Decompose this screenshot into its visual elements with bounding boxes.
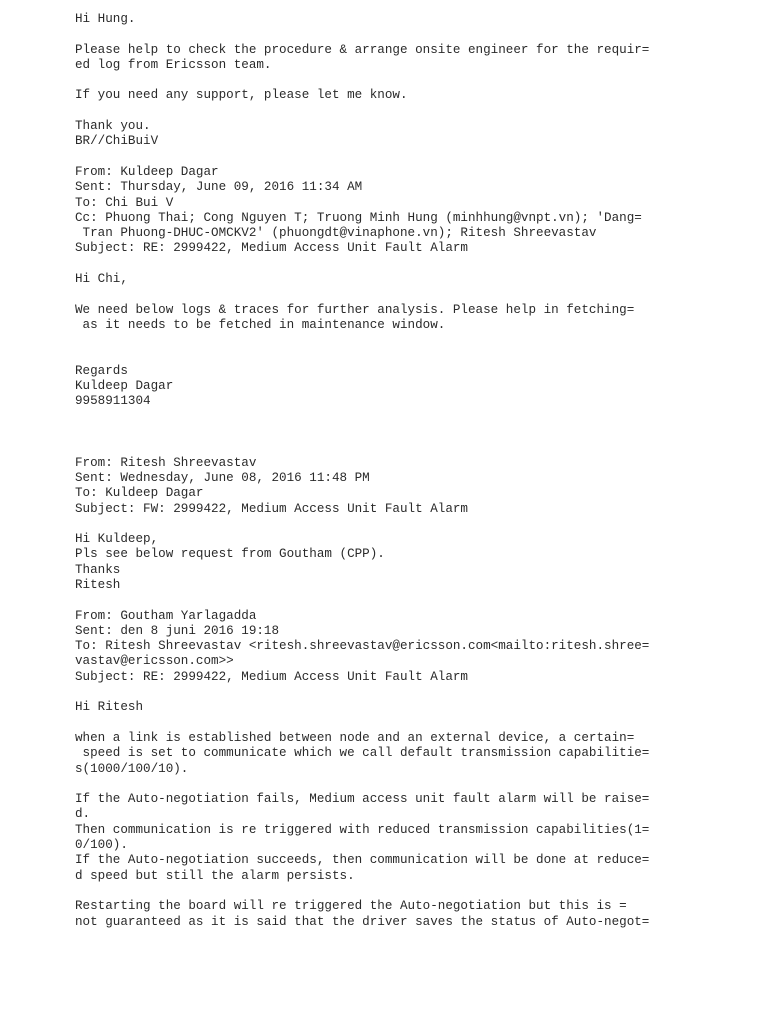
text-line: To: Kuldeep Dagar — [75, 486, 204, 501]
text-line: d. — [75, 807, 91, 822]
text-line: We need below logs & traces for further analysis. Please help in fetching= — [75, 302, 635, 317]
text-line: BR//ChiBuiV — [75, 134, 159, 149]
blank-line — [75, 593, 755, 608]
text-line: From: Kuldeep Dagar — [75, 164, 219, 179]
text-line: Regards — [75, 363, 128, 378]
text-line: Tran Phuong-DHUC-OMCKV2' (phuongdt@vinaphone.vn); Ritesh Shreevastav — [75, 226, 597, 241]
text-line: Subject: RE: 2999422, Medium Access Unit Fault Alarm — [75, 241, 468, 256]
email-body — [75, 12, 755, 930]
text-line: 9958911304 — [75, 394, 151, 409]
text-line: Kuldeep Dagar — [75, 379, 174, 394]
text-line: If the Auto-negotiation succeeds, then communication will be done at reduce= — [75, 853, 650, 868]
text-line: 0/100). — [75, 838, 128, 853]
text-line: Sent: Thursday, June 09, 2016 11:34 AM — [75, 180, 363, 195]
text-line: If you need any support, please let me know. — [75, 88, 408, 103]
blank-line — [75, 884, 755, 899]
blank-line — [75, 410, 755, 425]
blank-line — [75, 685, 755, 700]
blank-line — [75, 440, 755, 455]
blank-line — [75, 517, 755, 532]
text-line: vastav@ericsson.com>> — [75, 654, 234, 669]
text-line: Hi Chi, — [75, 272, 128, 287]
blank-line — [75, 257, 755, 272]
text-line: To: Chi Bui V — [75, 195, 174, 210]
text-line: not guaranteed as it is said that the driver saves the status of Auto-negot= — [75, 914, 650, 929]
blank-line — [75, 150, 755, 165]
blank-line — [75, 777, 755, 792]
text-line: To: Ritesh Shreevastav <ritesh.shreevastav@ericsson.com<mailto:ritesh.shree= — [75, 639, 650, 654]
text-line: Sent: den 8 juni 2016 19:18 — [75, 623, 280, 638]
text-line: when a link is established between node and an external device, a certain= — [75, 730, 635, 745]
blank-line — [75, 287, 755, 302]
text-line: Cc: Phuong Thai; Cong Nguyen T; Truong Minh Hung (minhhung@vnpt.vn); 'Dang= — [75, 210, 642, 225]
text-line: Pls see below request from Goutham (CPP). — [75, 547, 385, 562]
text-line: Restarting the board will re triggered the Auto-negotiation but this is = — [75, 899, 627, 914]
text-line: Subject: RE: 2999422, Medium Access Unit Fault Alarm — [75, 669, 468, 684]
text-line: Subject: FW: 2999422, Medium Access Unit Fault Alarm — [75, 501, 468, 516]
text-line: If the Auto-negotiation fails, Medium access unit fault alarm will be raise= — [75, 792, 650, 807]
blank-line — [75, 104, 755, 119]
text-line: From: Ritesh Shreevastav — [75, 455, 257, 470]
text-line: Hi Ritesh — [75, 700, 144, 715]
text-line: Hi Kuldeep, — [75, 532, 159, 547]
text-line: Ritesh — [75, 577, 121, 592]
blank-line — [75, 716, 755, 731]
blank-line — [75, 333, 755, 348]
text-line: speed is set to communicate which we call default transmission capabilitie= — [75, 746, 650, 761]
text-line: Thanks — [75, 562, 121, 577]
text-line: Hi Hung. — [75, 12, 136, 26]
text-line: Sent: Wednesday, June 08, 2016 11:48 PM — [75, 470, 370, 485]
text-line: as it needs to be fetched in maintenance window. — [75, 317, 446, 332]
blank-line — [75, 425, 755, 440]
text-line: s(1000/100/10). — [75, 761, 189, 776]
text-line: d speed but still the alarm persists. — [75, 868, 355, 883]
text-line: From: Goutham Yarlagadda — [75, 608, 257, 623]
blank-line — [75, 349, 755, 364]
blank-line — [75, 27, 755, 42]
blank-line — [75, 73, 755, 88]
text-line: Thank you. — [75, 119, 151, 134]
text-line: Please help to check the procedure & arrange onsite engineer for the requir= — [75, 42, 650, 57]
text-line: Then communication is re triggered with reduced transmission capabilities(1= — [75, 822, 650, 837]
text-line: ed log from Ericsson team. — [75, 57, 272, 72]
